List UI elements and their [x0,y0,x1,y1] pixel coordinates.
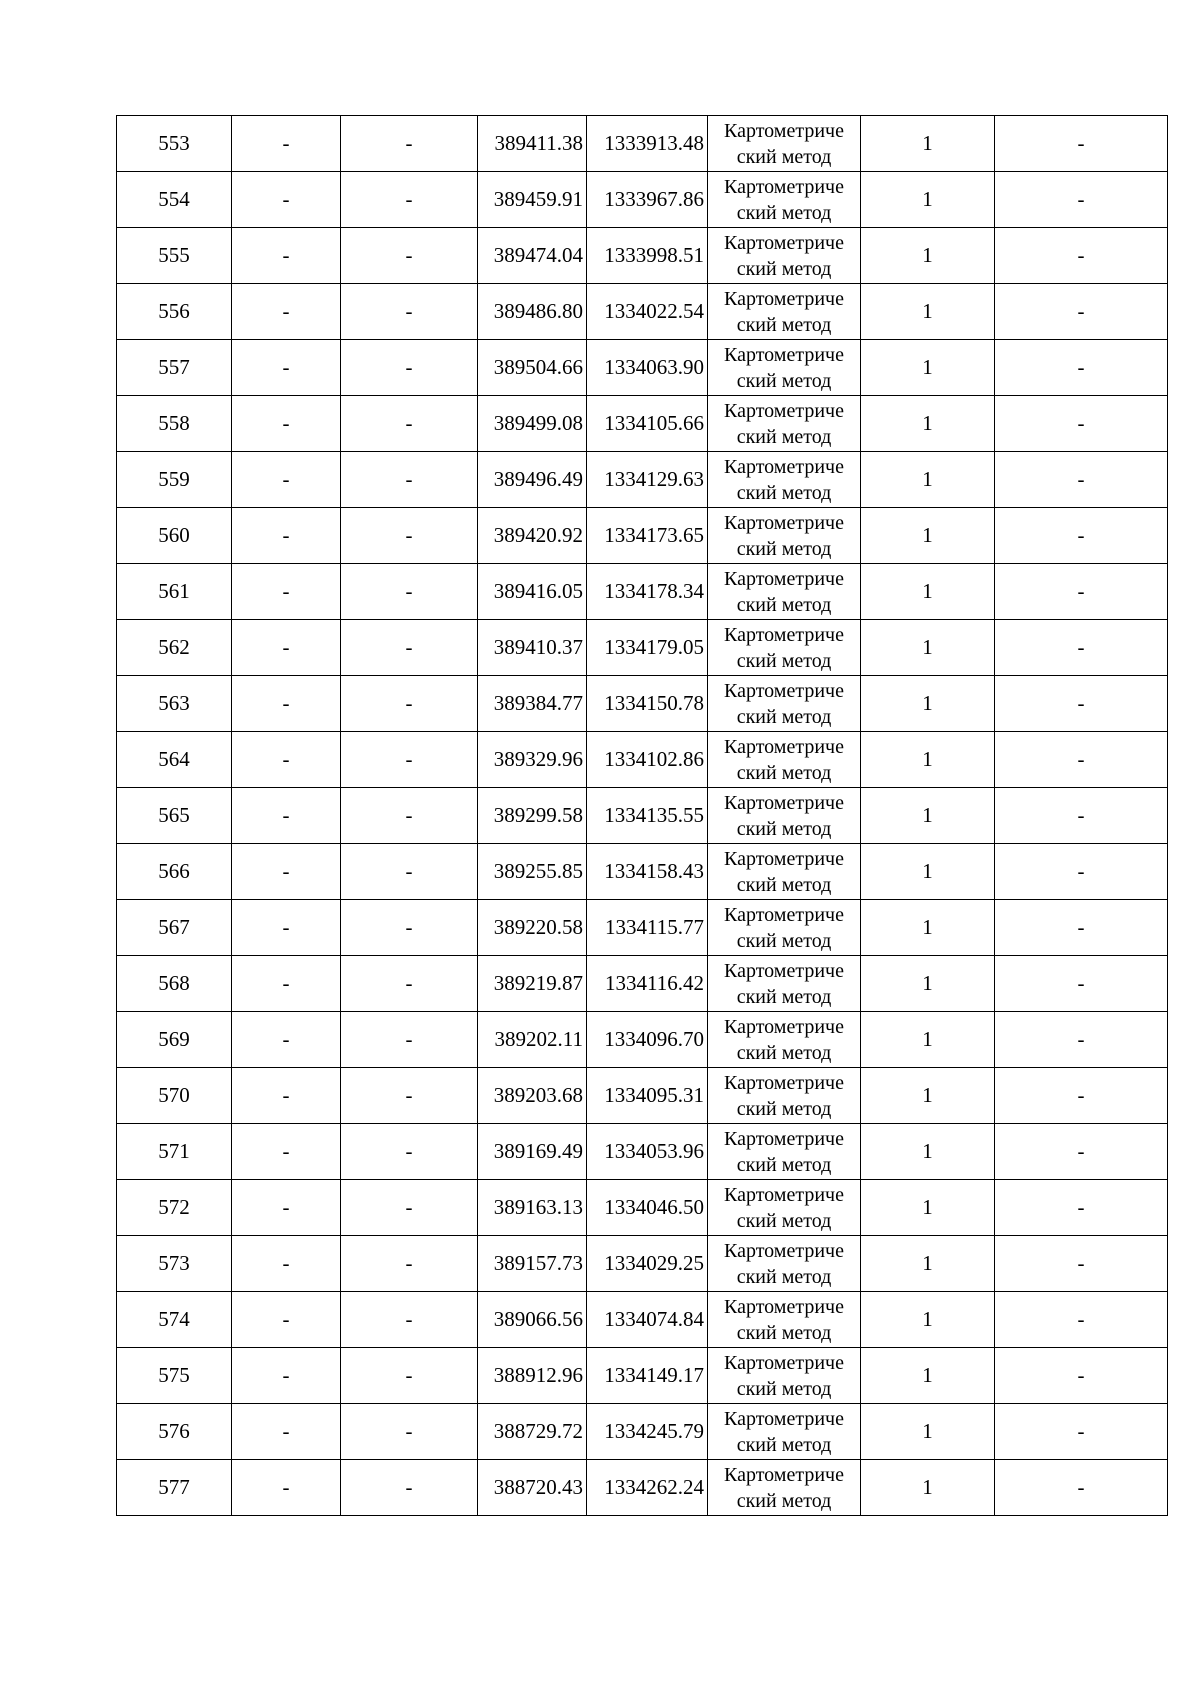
method-line-2: ский метод [736,1209,832,1232]
x-coordinate-cell: 389329.96 [478,732,587,788]
y-coordinate-cell: 1334022.54 [587,284,708,340]
column-2-cell: - [232,620,341,676]
table-body [117,116,1168,1516]
column-9-cell: - [995,844,1168,900]
column-2-cell: - [232,788,341,844]
y-coordinate-cell: 1333967.86 [587,172,708,228]
column-3-cell: - [341,340,478,396]
column-2-cell: - [232,172,341,228]
accuracy-cell: 1 [861,1124,995,1180]
column-3-cell: - [341,1236,478,1292]
accuracy-cell: 1 [861,116,995,172]
accuracy-cell: 1 [861,1236,995,1292]
column-2-cell: - [232,284,341,340]
column-2-cell: - [232,564,341,620]
column-9-cell: - [995,788,1168,844]
y-coordinate-cell: 1334053.96 [587,1124,708,1180]
point-number-cell: 572 [117,1180,232,1236]
table-row [117,676,1168,732]
method-cell [708,1180,861,1236]
table-row [117,620,1168,676]
accuracy-cell: 1 [861,1460,995,1516]
method-line-2: ский метод [736,313,832,336]
accuracy-cell: 1 [861,284,995,340]
y-coordinate-cell: 1333998.51 [587,228,708,284]
column-3-cell: - [341,788,478,844]
y-coordinate-cell: 1334158.43 [587,844,708,900]
accuracy-cell: 1 [861,228,995,284]
point-number-cell: 562 [117,620,232,676]
accuracy-cell: 1 [861,1068,995,1124]
point-number-cell: 577 [117,1460,232,1516]
y-coordinate-cell: 1334179.05 [587,620,708,676]
column-3-cell: - [341,1348,478,1404]
method-line-1: Картометриче [724,791,844,814]
column-2-cell: - [232,508,341,564]
point-number-cell: 567 [117,900,232,956]
column-3-cell: - [341,172,478,228]
column-9-cell: - [995,1404,1168,1460]
point-number-cell: 554 [117,172,232,228]
method-cell [708,396,861,452]
column-3-cell: - [341,452,478,508]
column-2-cell: - [232,956,341,1012]
column-9-cell: - [995,1460,1168,1516]
table-row [117,228,1168,284]
point-number-cell: 565 [117,788,232,844]
column-2-cell: - [232,1068,341,1124]
table-row [117,1124,1168,1180]
method-line-2: ский метод [736,201,832,224]
point-number-cell: 557 [117,340,232,396]
column-2-cell: - [232,396,341,452]
table-row [117,396,1168,452]
accuracy-cell: 1 [861,340,995,396]
y-coordinate-cell: 1334105.66 [587,396,708,452]
y-coordinate-cell: 1334150.78 [587,676,708,732]
column-2-cell: - [232,1348,341,1404]
column-9-cell: - [995,340,1168,396]
method-line-1: Картометриче [724,567,844,590]
x-coordinate-cell: 389219.87 [478,956,587,1012]
point-number-cell: 571 [117,1124,232,1180]
y-coordinate-cell: 1334063.90 [587,340,708,396]
point-number-cell: 573 [117,1236,232,1292]
column-9-cell: - [995,1124,1168,1180]
method-line-1: Картометриче [724,903,844,926]
column-2-cell: - [232,676,341,732]
column-2-cell: - [232,340,341,396]
column-9-cell: - [995,1068,1168,1124]
column-9-cell: - [995,396,1168,452]
y-coordinate-cell: 1334178.34 [587,564,708,620]
point-number-cell: 564 [117,732,232,788]
y-coordinate-cell: 1334129.63 [587,452,708,508]
method-line-2: ский метод [736,1321,832,1344]
column-3-cell: - [341,508,478,564]
table-row [117,1236,1168,1292]
x-coordinate-cell: 389411.38 [478,116,587,172]
column-2-cell: - [232,1180,341,1236]
column-3-cell: - [341,1292,478,1348]
y-coordinate-cell: 1334245.79 [587,1404,708,1460]
point-number-cell: 556 [117,284,232,340]
x-coordinate-cell: 389203.68 [478,1068,587,1124]
method-line-2: ский метод [736,1153,832,1176]
method-line-2: ский метод [736,1489,832,1512]
accuracy-cell: 1 [861,564,995,620]
accuracy-cell: 1 [861,844,995,900]
column-9-cell: - [995,1292,1168,1348]
point-number-cell: 569 [117,1012,232,1068]
accuracy-cell: 1 [861,508,995,564]
accuracy-cell: 1 [861,396,995,452]
method-line-2: ский метод [736,145,832,168]
method-line-2: ский метод [736,929,832,952]
column-3-cell: - [341,564,478,620]
point-number-cell: 558 [117,396,232,452]
y-coordinate-cell: 1334095.31 [587,1068,708,1124]
column-3-cell: - [341,956,478,1012]
method-line-2: ский метод [736,705,832,728]
accuracy-cell: 1 [861,676,995,732]
table-row [117,956,1168,1012]
y-coordinate-cell: 1334029.25 [587,1236,708,1292]
y-coordinate-cell: 1334115.77 [587,900,708,956]
method-line-1: Картометриче [724,399,844,422]
column-9-cell: - [995,956,1168,1012]
table-row [117,340,1168,396]
point-number-cell: 575 [117,1348,232,1404]
column-3-cell: - [341,284,478,340]
column-3-cell: - [341,1012,478,1068]
accuracy-cell: 1 [861,956,995,1012]
point-number-cell: 576 [117,1404,232,1460]
method-line-1: Картометриче [724,1127,844,1150]
method-line-2: ский метод [736,1377,832,1400]
column-3-cell: - [341,620,478,676]
column-9-cell: - [995,732,1168,788]
method-line-1: Картометриче [724,1407,844,1430]
method-line-1: Картометриче [724,735,844,758]
method-line-1: Картометриче [724,1071,844,1094]
coordinates-table [116,115,1168,1516]
method-cell [708,1404,861,1460]
table-row [117,900,1168,956]
method-cell [708,732,861,788]
method-line-1: Картометриче [724,231,844,254]
table-row [117,508,1168,564]
x-coordinate-cell: 389202.11 [478,1012,587,1068]
point-number-cell: 563 [117,676,232,732]
table-row [117,452,1168,508]
method-line-2: ский метод [736,1433,832,1456]
point-number-cell: 568 [117,956,232,1012]
x-coordinate-cell: 389169.49 [478,1124,587,1180]
method-line-1: Картометриче [724,343,844,366]
column-3-cell: - [341,900,478,956]
column-9-cell: - [995,900,1168,956]
column-2-cell: - [232,228,341,284]
accuracy-cell: 1 [861,1292,995,1348]
accuracy-cell: 1 [861,1348,995,1404]
method-cell [708,508,861,564]
method-line-2: ский метод [736,817,832,840]
point-number-cell: 560 [117,508,232,564]
column-3-cell: - [341,844,478,900]
method-cell [708,1292,861,1348]
x-coordinate-cell: 389066.56 [478,1292,587,1348]
method-line-1: Картометриче [724,455,844,478]
column-9-cell: - [995,676,1168,732]
method-line-2: ский метод [736,481,832,504]
column-2-cell: - [232,732,341,788]
method-line-2: ский метод [736,985,832,1008]
x-coordinate-cell: 389299.58 [478,788,587,844]
method-cell [708,1068,861,1124]
point-number-cell: 561 [117,564,232,620]
column-3-cell: - [341,1068,478,1124]
accuracy-cell: 1 [861,1404,995,1460]
accuracy-cell: 1 [861,1180,995,1236]
x-coordinate-cell: 389420.92 [478,508,587,564]
x-coordinate-cell: 389416.05 [478,564,587,620]
table-row [117,1012,1168,1068]
column-9-cell: - [995,508,1168,564]
column-3-cell: - [341,1460,478,1516]
column-2-cell: - [232,116,341,172]
method-cell [708,676,861,732]
method-line-1: Картометриче [724,1463,844,1486]
x-coordinate-cell: 389499.08 [478,396,587,452]
accuracy-cell: 1 [861,620,995,676]
accuracy-cell: 1 [861,1012,995,1068]
accuracy-cell: 1 [861,172,995,228]
column-2-cell: - [232,1124,341,1180]
accuracy-cell: 1 [861,900,995,956]
method-cell [708,1124,861,1180]
y-coordinate-cell: 1334173.65 [587,508,708,564]
method-cell [708,228,861,284]
method-cell [708,788,861,844]
method-line-2: ский метод [736,1041,832,1064]
column-2-cell: - [232,900,341,956]
table-row [117,788,1168,844]
column-3-cell: - [341,1404,478,1460]
method-line-1: Картометриче [724,623,844,646]
column-9-cell: - [995,1236,1168,1292]
column-2-cell: - [232,1460,341,1516]
x-coordinate-cell: 389220.58 [478,900,587,956]
column-9-cell: - [995,1348,1168,1404]
method-cell [708,1236,861,1292]
table-row [117,732,1168,788]
y-coordinate-cell: 1334262.24 [587,1460,708,1516]
y-coordinate-cell: 1334135.55 [587,788,708,844]
method-line-2: ский метод [736,537,832,560]
method-line-2: ский метод [736,257,832,280]
x-coordinate-cell: 389486.80 [478,284,587,340]
method-cell [708,172,861,228]
y-coordinate-cell: 1334149.17 [587,1348,708,1404]
method-cell [708,900,861,956]
y-coordinate-cell: 1334046.50 [587,1180,708,1236]
column-3-cell: - [341,228,478,284]
method-cell [708,1460,861,1516]
method-line-2: ский метод [736,873,832,896]
point-number-cell: 555 [117,228,232,284]
y-coordinate-cell: 1334096.70 [587,1012,708,1068]
method-line-2: ский метод [736,593,832,616]
table-row [117,564,1168,620]
column-9-cell: - [995,1012,1168,1068]
y-coordinate-cell: 1333913.48 [587,116,708,172]
column-2-cell: - [232,1236,341,1292]
method-cell [708,844,861,900]
method-line-2: ский метод [736,425,832,448]
method-line-1: Картометриче [724,1015,844,1038]
column-9-cell: - [995,1180,1168,1236]
method-line-1: Картометриче [724,1351,844,1374]
column-3-cell: - [341,1180,478,1236]
table-row [117,1068,1168,1124]
column-9-cell: - [995,620,1168,676]
x-coordinate-cell: 389255.85 [478,844,587,900]
method-cell [708,284,861,340]
column-3-cell: - [341,396,478,452]
point-number-cell: 570 [117,1068,232,1124]
method-line-2: ский метод [736,369,832,392]
x-coordinate-cell: 389496.49 [478,452,587,508]
method-line-1: Картометриче [724,1183,844,1206]
column-9-cell: - [995,172,1168,228]
column-3-cell: - [341,732,478,788]
accuracy-cell: 1 [861,732,995,788]
column-9-cell: - [995,116,1168,172]
method-line-2: ский метод [736,761,832,784]
column-9-cell: - [995,228,1168,284]
method-cell [708,116,861,172]
method-line-1: Картометриче [724,847,844,870]
table-row [117,1348,1168,1404]
x-coordinate-cell: 389459.91 [478,172,587,228]
method-line-1: Картометриче [724,511,844,534]
column-2-cell: - [232,844,341,900]
method-cell [708,564,861,620]
y-coordinate-cell: 1334074.84 [587,1292,708,1348]
column-2-cell: - [232,1012,341,1068]
method-line-2: ский метод [736,649,832,672]
method-cell [708,452,861,508]
column-2-cell: - [232,452,341,508]
method-cell [708,956,861,1012]
method-cell [708,620,861,676]
accuracy-cell: 1 [861,788,995,844]
table-row [117,116,1168,172]
x-coordinate-cell: 389163.13 [478,1180,587,1236]
column-2-cell: - [232,1292,341,1348]
point-number-cell: 559 [117,452,232,508]
method-line-1: Картометриче [724,679,844,702]
table-row [117,1460,1168,1516]
method-line-2: ский метод [736,1265,832,1288]
method-line-1: Картометриче [724,1239,844,1262]
table-row [117,1404,1168,1460]
x-coordinate-cell: 388729.72 [478,1404,587,1460]
x-coordinate-cell: 388720.43 [478,1460,587,1516]
y-coordinate-cell: 1334102.86 [587,732,708,788]
method-line-1: Картометриче [724,1295,844,1318]
method-line-1: Картометриче [724,287,844,310]
method-cell [708,1348,861,1404]
table-row [117,1292,1168,1348]
table-row [117,284,1168,340]
x-coordinate-cell: 389504.66 [478,340,587,396]
table-row [117,844,1168,900]
method-line-2: ский метод [736,1097,832,1120]
accuracy-cell: 1 [861,452,995,508]
method-line-1: Картометриче [724,119,844,142]
x-coordinate-cell: 389410.37 [478,620,587,676]
column-3-cell: - [341,676,478,732]
x-coordinate-cell: 389157.73 [478,1236,587,1292]
point-number-cell: 553 [117,116,232,172]
x-coordinate-cell: 388912.96 [478,1348,587,1404]
column-9-cell: - [995,284,1168,340]
table-row [117,172,1168,228]
column-9-cell: - [995,564,1168,620]
method-line-1: Картометриче [724,959,844,982]
table-row [117,1180,1168,1236]
method-line-1: Картометриче [724,175,844,198]
x-coordinate-cell: 389384.77 [478,676,587,732]
column-9-cell: - [995,452,1168,508]
x-coordinate-cell: 389474.04 [478,228,587,284]
method-cell [708,1012,861,1068]
column-3-cell: - [341,116,478,172]
method-cell [708,340,861,396]
point-number-cell: 566 [117,844,232,900]
column-2-cell: - [232,1404,341,1460]
point-number-cell: 574 [117,1292,232,1348]
column-3-cell: - [341,1124,478,1180]
y-coordinate-cell: 1334116.42 [587,956,708,1012]
